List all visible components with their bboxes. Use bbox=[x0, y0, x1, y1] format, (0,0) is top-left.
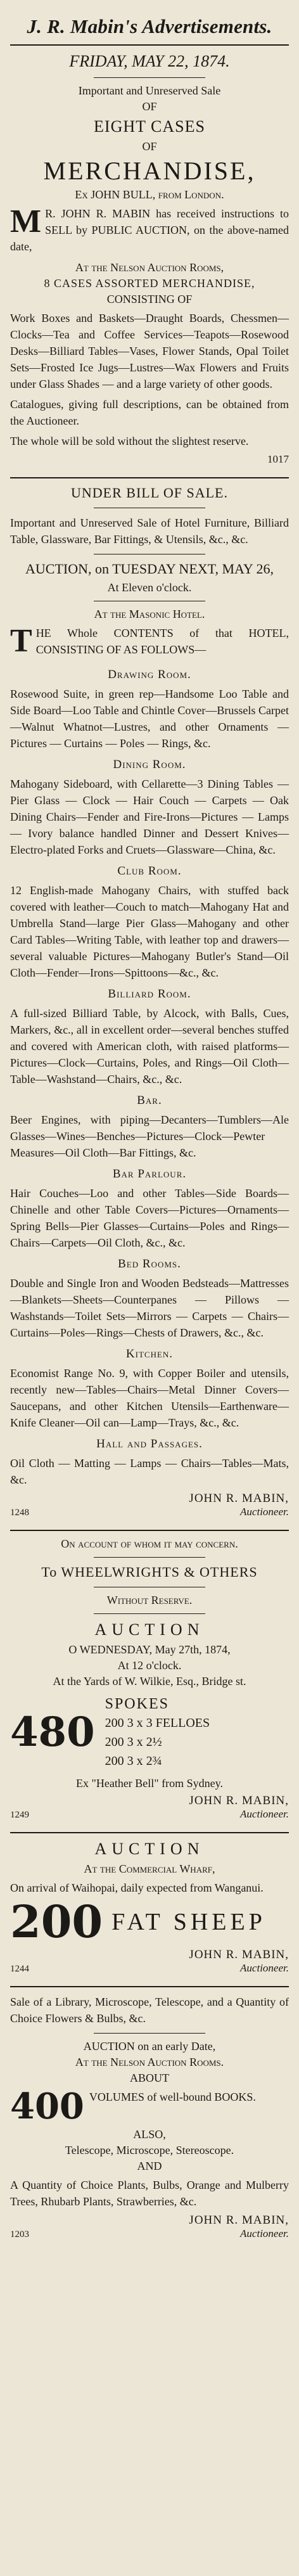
ad4-big-number: 200 bbox=[10, 1895, 103, 1948]
room-heading: Bar Parlour. bbox=[112, 1167, 187, 1181]
ad3-time: At 12 o'clock. bbox=[117, 1659, 182, 1672]
ad5-auction: AUCTION on an early Date, bbox=[83, 2040, 216, 2053]
ad3-note: On account of whom it may concern. bbox=[61, 1537, 238, 1550]
ad3-signature bbox=[10, 1794, 289, 1821]
ad1-ship: Ex JOHN BULL, from London. bbox=[75, 188, 224, 201]
room-items: Economist Range No. 9, with Copper Boiler and utensils, recently new—Tables—Chairs—Metal Dinner Covers—Saucepans, and other Kitchen Utensils—Earthenware—Knife Cleaner—Oil can—Lamp—Trays, &c., &c. bbox=[10, 1367, 289, 1429]
ad5-auctioneer bbox=[189, 2214, 289, 2240]
ad-eight-cases bbox=[10, 52, 289, 466]
ad1-para1 bbox=[10, 205, 289, 255]
ad3-felloe: 200 3 x 2½ bbox=[105, 1735, 162, 1749]
ad5-books: VOLUMES of well-bound BOOKS. bbox=[89, 2091, 256, 2103]
auctioneer-name: JOHN R. MABIN, bbox=[189, 1794, 289, 1807]
ad5-big-number: 400 bbox=[10, 2086, 84, 2127]
ad3-auctioneer bbox=[189, 1794, 289, 1821]
room-heading: Kitchen. bbox=[125, 1347, 174, 1361]
ad3-reserve: Without Reserve. bbox=[106, 1594, 193, 1606]
ad1-merchandise: MERCHANDISE, bbox=[43, 157, 256, 185]
ad1-consisting: CONSISTING OF bbox=[106, 293, 193, 305]
ad4-auction: AUCTION bbox=[94, 1840, 205, 1858]
room-items: Beer Engines, with piping—Decanters—Tumblers—Ale Glasses—Wines—Benches—Pictures—Clock—Pewter Measures—Oil Cloth—Bar Fittings, &c. bbox=[10, 1113, 289, 1159]
auctioneer-name: JOHN R. MABIN, bbox=[189, 1948, 289, 1961]
ad1-rule bbox=[94, 77, 205, 78]
auctioneer-role: Auctioneer. bbox=[240, 1808, 289, 1820]
ad5-signature bbox=[10, 2214, 289, 2240]
ad3-spokes-row bbox=[10, 1695, 289, 1771]
ad2-auction: AUCTION, on TUESDAY NEXT, MAY 26, bbox=[25, 561, 274, 577]
ad3-date: O WEDNESDAY, May 27th, 1874, bbox=[68, 1643, 231, 1656]
ad2-number: 1248 bbox=[10, 1508, 29, 1518]
auctioneer-role: Auctioneer. bbox=[240, 1506, 289, 1518]
ad1-number: 1017 bbox=[267, 453, 289, 465]
ad3-felloe: 200 3 x 2¾ bbox=[105, 1754, 162, 1768]
ad5-rule bbox=[94, 2033, 205, 2034]
rule-5 bbox=[10, 1986, 289, 1987]
ad1-line1: Important and Unreserved Sale bbox=[78, 84, 221, 97]
ad2-head: UNDER BILL OF SALE. bbox=[71, 485, 228, 501]
ad3-ship: Ex "Heather Bell" from Sydney. bbox=[76, 1777, 223, 1790]
ad4-sheep-label: FAT SHEEP bbox=[111, 1909, 266, 1935]
ad4-signature bbox=[10, 1948, 289, 1975]
room-heading: Bar. bbox=[137, 1094, 162, 1107]
ad-library bbox=[10, 1994, 289, 2240]
ad2-dropcap: T bbox=[10, 623, 32, 659]
ad5-instruments: Telescope, Microscope, Stereoscope. bbox=[65, 2144, 234, 2156]
ad2-time: At Eleven o'clock. bbox=[107, 581, 192, 594]
ad1-of-2: OF bbox=[142, 140, 157, 153]
rule-2 bbox=[10, 477, 289, 478]
ad5-venue: At the Nelson Auction Rooms. bbox=[75, 2056, 224, 2068]
ad-bill-of-sale bbox=[10, 485, 289, 1518]
ad2-intro: Important and Unreserved Sale of Hotel Furniture, Billiard Table, Glassware, Bar Fittings, & Utensils, &c., &c. bbox=[10, 516, 289, 546]
room-heading: Billiard Room. bbox=[108, 987, 191, 1001]
room-items: Mahogany Sideboard, with Cellarette—3 Dining Tables — Pier Glass — Clock — Hair Couch — Carpets — Oak Dining Chairs—Fender and Fire-Irons—Pictures — Lamps — Ivory balance handled Dinner and Dessert Knives—Electro-plated Forks and Cruets—Glassware—China, &c. bbox=[10, 778, 289, 856]
ad5-plants: A Quantity of Choice Plants, Bulbs, Orange and Mulberry Trees, Rhubarb Plants, Strawberries, &c. bbox=[10, 2179, 289, 2208]
ad3-venue: At the Yards of W. Wilkie, Esq., Bridge st. bbox=[53, 1675, 246, 1688]
room-items: Rosewood Suite, in green rep—Handsome Loo Table and Side Board—Loo Table and Chintle Cover—Brussels Carpet—Walnut Whatnot—Lustres, and other Ornaments — Pictures — Curtains — Poles — Rings, &c. bbox=[10, 688, 289, 750]
ad2-signature bbox=[10, 1492, 289, 1518]
ad1-goods-list: Work Boxes and Baskets—Draught Boards, Chessmen—Clocks—Tea and Coffee Services—Teapots—Rosewood Desks—Billiard Tables—Vases, Flower Stands, Opal Toilet Sets—Frosted Ice Jugs—Lustres—Wax Flowers and Fruits under Glass Shades — and a large variety of other goods. bbox=[10, 312, 289, 390]
ad3-felloe: 200 3 x 3 FELLOES bbox=[105, 1716, 210, 1730]
ad2-contents bbox=[10, 625, 289, 658]
room-items: A full-sized Billiard Table, by Alcock, with Balls, Cues, Markers, &c., all in excellent order—several benches stuffed and covered with American cloth, with raised platforms—Pictures—Clock—Curtains, Poles, and Rings—Oil Cloth—Table—Washstand—Chairs, &c., &c. bbox=[10, 1007, 289, 1086]
ad3-rule-c bbox=[94, 1613, 205, 1614]
ad2-venue: At the Masonic Hotel. bbox=[94, 608, 205, 620]
ad1-cases-merch: 8 CASES ASSORTED MERCHANDISE, bbox=[44, 277, 255, 290]
ad1-of: OF bbox=[142, 100, 157, 113]
ad2-auctioneer bbox=[189, 1492, 289, 1518]
ad1-venue: At the Nelson Auction Rooms, bbox=[75, 261, 224, 274]
ad1-dropcap: M bbox=[10, 203, 42, 240]
auctioneer-role: Auctioneer. bbox=[240, 2227, 289, 2240]
room-heading: Dining Room. bbox=[113, 758, 186, 771]
auctioneer-role: Auctioneer. bbox=[240, 1962, 289, 1974]
top-rule bbox=[10, 44, 289, 46]
masthead-title: J. R. Mabin's Advertisements. bbox=[27, 15, 272, 37]
ad-wheelwrights bbox=[10, 1537, 289, 1821]
ad5-intro: Sale of a Library, Microscope, Telescope, and a Quantity of Choice Flowers & Bulbs, &c. bbox=[10, 1996, 289, 2025]
ad3-big-number: 480 bbox=[10, 1708, 95, 1756]
ad1-para1-text: R. JOHN R. MABIN has received instructions to SELL by PUBLIC AUCTION, on the above-named date, bbox=[10, 207, 289, 253]
room-heading: Hall and Passages. bbox=[96, 1437, 203, 1451]
room-items: Double and Single Iron and Wooden Bedsteads—Mattresses—Blankets—Sheets—Counterpanes — Pillows — Washstands—Toilet Sets—Mirrors — Carpets — Chairs—Curtains—Poles—Rings—Chests of Drawers, &c., &c. bbox=[10, 1277, 289, 1339]
ad4-sheep-row bbox=[10, 1895, 289, 1948]
room-items: 12 English-made Mahogany Chairs, with stuffed back covered with leather—Couch to match—Mahogany Hat and Umbrella Stand—large Pier Glass—Mahogany and other Card Tables—Writing Table, with leather top and drawers—several valuable Pictures—Mahogany Butler's Stand—Oil Cloth—Fender—Irons—Spittoons—&c., &c. bbox=[10, 884, 289, 979]
ad4-auctioneer bbox=[189, 1948, 289, 1975]
ad-fat-sheep bbox=[10, 1840, 289, 1975]
ad3-rule bbox=[94, 1557, 205, 1558]
ad4-arrival: On arrival of Waihopai, daily expected from Wanganui. bbox=[10, 1881, 264, 1894]
room-heading: Drawing Room. bbox=[108, 668, 191, 681]
ad5-books-row bbox=[10, 2086, 289, 2127]
ad5-also: ALSO, bbox=[133, 2128, 166, 2141]
ad5-and: AND bbox=[137, 2160, 162, 2172]
rule-3 bbox=[10, 1530, 289, 1531]
auctioneer-name: JOHN R. MABIN, bbox=[189, 1492, 289, 1505]
ad3-spokes-list bbox=[105, 1695, 210, 1771]
ad4-venue: At the Commercial Wharf, bbox=[84, 1862, 215, 1875]
ad1-date: FRIDAY, MAY 22, 1874. bbox=[69, 52, 230, 70]
ad3-auction: AUCTION bbox=[94, 1620, 205, 1639]
room-items: Oil Cloth — Matting — Lamps — Chairs—Tables—Mats, &c. bbox=[10, 1457, 289, 1486]
rule-4 bbox=[10, 1832, 289, 1833]
ad1-catalogues: Catalogues, giving full descriptions, can be obtained from the Auctioneer. bbox=[10, 398, 289, 427]
ad3-number: 1249 bbox=[10, 1810, 29, 1820]
ad3-head: To WHEELWRIGHTS & OTHERS bbox=[41, 1564, 258, 1580]
auctioneer-name: JOHN R. MABIN, bbox=[189, 2214, 289, 2227]
room-heading: Club Room. bbox=[117, 864, 182, 878]
ad1-reserve: The whole will be sold without the slightest reserve. bbox=[10, 435, 249, 447]
ad3-spokes-label: SPOKES bbox=[105, 1696, 169, 1712]
ad1-eight-cases: EIGHT CASES bbox=[94, 117, 205, 136]
ad5-number: 1203 bbox=[10, 2229, 29, 2240]
ad4-number: 1244 bbox=[10, 1964, 29, 1974]
ad2-contents-text: HE Whole CONTENTS of that HOTEL, CONSISTING OF AS FOLLOWS— bbox=[35, 627, 289, 656]
room-heading: Bed Rooms. bbox=[118, 1257, 181, 1271]
room-items: Hair Couches—Loo and other Tables—Side Boards—Chinelle and other Table Covers—Pictures—Ornaments—Spring Bells—Pier Glasses—Curtains—Poles and Rings—Chairs—Carpets—Oil Cloth, &c., &c. bbox=[10, 1187, 289, 1249]
ad5-about: ABOUT bbox=[130, 2072, 169, 2084]
